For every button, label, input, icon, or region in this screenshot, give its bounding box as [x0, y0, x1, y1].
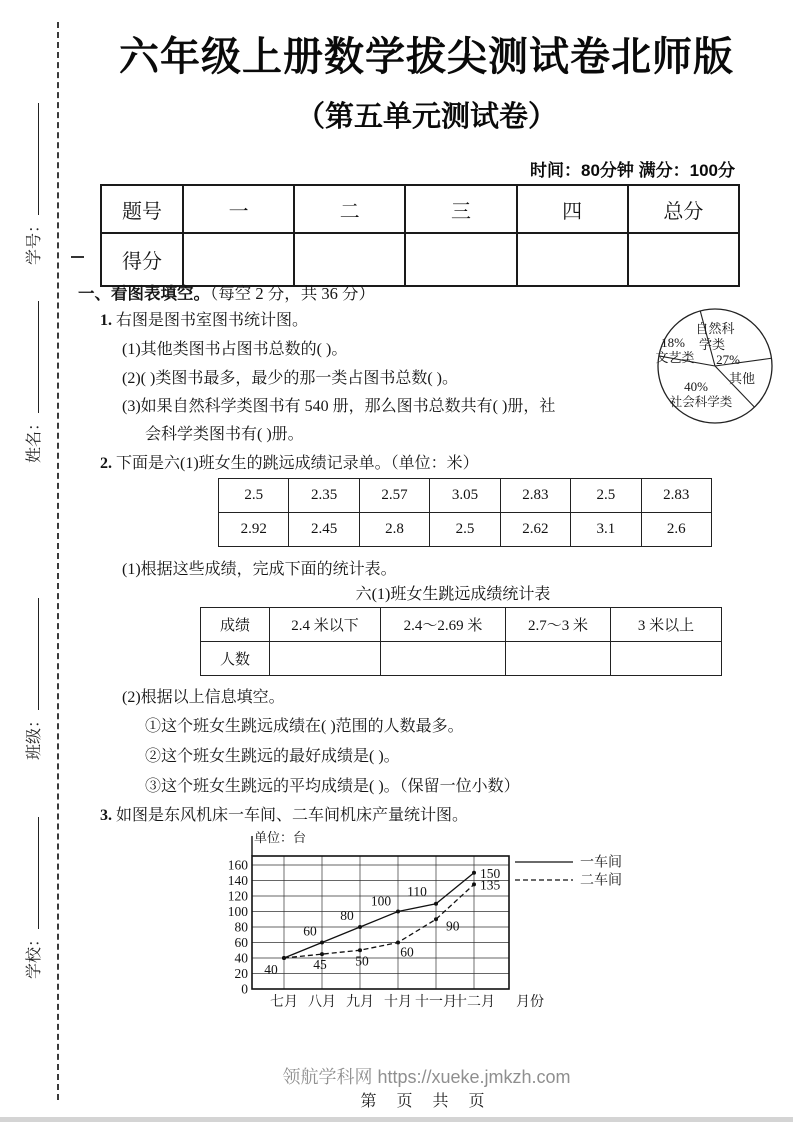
svg-text:40: 40: [264, 962, 278, 977]
svg-text:135: 135: [480, 877, 501, 893]
blank-stats-cell: [270, 642, 381, 676]
pie-label-social-science: 社会科学类: [669, 395, 733, 409]
svg-text:八月: 八月: [308, 995, 336, 1010]
question-1-stem: [100, 307, 308, 330]
record-cell: 2.45: [289, 513, 359, 547]
svg-text:60: 60: [400, 944, 414, 960]
school-label: 学校：: [26, 930, 43, 979]
paper-title: 六年级上册数学拔尖测试卷北师版: [119, 35, 734, 79]
stats-header-cell: 成绩: [201, 608, 270, 642]
svg-text:20: 20: [234, 966, 248, 981]
class-blank-line: [23, 598, 39, 710]
svg-text:120: 120: [228, 888, 248, 904]
svg-text:160: 160: [228, 857, 248, 873]
svg-text:二车间: 二车间: [580, 873, 622, 889]
q1-item-1: (1)其他类图书占图书总数的( )。: [122, 341, 348, 358]
name-label: 姓名：: [26, 414, 43, 463]
pie-label-other: 其他: [728, 371, 756, 386]
score-col-1: 一: [183, 185, 294, 233]
pie-label-literature: 文艺类: [655, 350, 695, 365]
workshop-output-line-chart: [228, 826, 652, 1026]
record-cell: 2.5: [571, 479, 641, 513]
svg-text:60: 60: [234, 935, 248, 950]
svg-text:一车间: 一车间: [580, 855, 622, 871]
svg-text:月份: 月份: [516, 995, 544, 1010]
score-row-label: 得分: [101, 233, 183, 286]
svg-text:100: 100: [228, 904, 248, 919]
blank-score-cell: [628, 233, 739, 286]
pie-label-natural-science-pct: 27%: [716, 352, 740, 367]
margin-field-name: [21, 273, 45, 463]
margin-field-class: [21, 560, 45, 760]
svg-text:90: 90: [446, 918, 460, 934]
library-pie-chart: [640, 297, 790, 437]
score-table-score-row: [101, 233, 739, 286]
svg-text:80: 80: [234, 919, 248, 935]
stats-header-cell: 3 米以上: [611, 608, 722, 642]
student-id-label: 学号：: [26, 216, 43, 265]
record-cell: 3.05: [430, 479, 500, 513]
stats-header-cell: 2.7～3 米: [506, 608, 611, 642]
q1-item-2: (2)( )类图书最多，最少的那一类占图书总数( )。: [122, 370, 458, 387]
q2-fill-item-3: ③这个班女生跳远的平均成绩是( )。（保留一位小数）: [145, 778, 520, 795]
svg-text:140: 140: [228, 873, 248, 888]
svg-text:0: 0: [241, 981, 248, 997]
jump-records-table: [218, 478, 712, 547]
record-row-1: [219, 479, 712, 513]
blank-stats-cell: [381, 642, 506, 676]
page-bottom-edge: [0, 1117, 793, 1122]
question-2-number: 2.: [100, 455, 112, 472]
svg-text:40: 40: [234, 950, 248, 966]
question-2-stem: [100, 450, 479, 473]
stats-header-cell: 2.4～2.69 米: [381, 608, 506, 642]
student-id-blank-line: [23, 103, 39, 215]
stats-row-label: 人数: [201, 642, 270, 676]
svg-text:单位：台: 单位：台: [254, 830, 307, 845]
svg-text:九月: 九月: [346, 995, 374, 1010]
svg-text:100: 100: [370, 893, 392, 909]
fold-mark: [71, 256, 84, 258]
watermark-site-link: 领航学科网 https://xueke.jmkzh.com: [282, 1067, 571, 1087]
score-table: [100, 184, 740, 287]
q2-sub-1: (1)根据这些成绩，完成下面的统计表。: [122, 561, 397, 578]
svg-text:150: 150: [480, 865, 501, 881]
stats-count-row: [201, 642, 722, 676]
margin-field-student-id: [21, 75, 45, 265]
svg-text:45: 45: [313, 957, 327, 973]
record-cell: 2.6: [641, 513, 711, 547]
pie-label-natural-science-1: 自然科: [695, 321, 735, 336]
pie-label-literature-pct: 18%: [661, 335, 685, 350]
svg-text:50: 50: [355, 953, 369, 969]
q1-item-3-cont: 会科学类图书有( )册。: [145, 426, 304, 443]
school-blank-line: [23, 817, 39, 929]
section-one-heading: [78, 280, 375, 304]
section-one-title: 一、看图表填空。: [78, 284, 210, 303]
svg-text:十一月: 十一月: [415, 995, 457, 1010]
svg-text:十二月: 十二月: [453, 995, 495, 1010]
question-3-number: 3.: [100, 807, 112, 824]
svg-text:十月: 十月: [384, 995, 412, 1010]
jump-stats-table: [200, 607, 722, 676]
stats-header-cell: 2.4 米以下: [270, 608, 381, 642]
record-cell: 2.8: [359, 513, 429, 547]
q2-fill-item-1: ①这个班女生跳远成绩在( )范围的人数最多。: [145, 718, 464, 735]
score-col-4: 四: [517, 185, 628, 233]
record-row-2: [219, 513, 712, 547]
q1-item-3: (3)如果自然科学类图书有 540 册，那么图书总数共有( )册，社: [122, 398, 556, 415]
margin-field-school: [21, 789, 45, 979]
stats-table-title: 六(1)班女生跳远成绩统计表: [355, 586, 551, 603]
blank-score-cell: [517, 233, 628, 286]
question-1-number: 1.: [100, 312, 112, 329]
svg-text:60: 60: [303, 923, 317, 939]
time-score-meta: 时间：80分钟 满分：100分: [530, 161, 735, 180]
record-cell: 2.57: [359, 479, 429, 513]
section-one-note: （每空 2 分，共 36 分）: [210, 284, 375, 303]
score-table-corner: 题号: [101, 185, 183, 233]
score-col-2: 二: [294, 185, 405, 233]
blank-score-cell: [183, 233, 294, 286]
record-cell: 2.5: [430, 513, 500, 547]
q2-fill-item-2: ②这个班女生跳远的最好成绩是( )。: [145, 748, 400, 765]
record-cell: 3.1: [571, 513, 641, 547]
svg-text:80: 80: [340, 908, 354, 923]
svg-text:七月: 七月: [270, 995, 298, 1010]
record-cell: 2.62: [500, 513, 570, 547]
question-3-stem: [100, 802, 468, 825]
question-2-text: 下面是六(1)班女生的跳远成绩记录单。（单位：米）: [116, 455, 479, 472]
question-3-text: 如图是东风机床一车间、二车间机床产量统计图。: [116, 807, 469, 824]
name-blank-line: [23, 301, 39, 413]
score-col-total: 总分: [628, 185, 739, 233]
score-col-3: 三: [405, 185, 516, 233]
blank-stats-cell: [611, 642, 722, 676]
record-cell: 2.83: [500, 479, 570, 513]
blank-score-cell: [294, 233, 405, 286]
svg-text:110: 110: [407, 883, 427, 899]
binding-dashed-line: [57, 22, 59, 1100]
pie-label-natural-science-2: 学类: [698, 337, 726, 352]
blank-score-cell: [405, 233, 516, 286]
class-label: 班级：: [26, 711, 43, 760]
record-cell: 2.35: [289, 479, 359, 513]
record-cell: 2.92: [219, 513, 289, 547]
pie-label-social-science-pct: 40%: [684, 379, 708, 394]
blank-stats-cell: [506, 642, 611, 676]
question-1-text: 右图是图书室图书统计图。: [116, 312, 309, 329]
paper-subtitle: （第五单元测试卷）: [295, 101, 557, 133]
stats-header-row: [201, 608, 722, 642]
score-table-header-row: [101, 185, 739, 233]
q2-sub-2: (2)根据以上信息填空。: [122, 689, 285, 706]
record-cell: 2.83: [641, 479, 711, 513]
record-cell: 2.5: [219, 479, 289, 513]
page-number-line: 第 页 共 页: [360, 1093, 493, 1110]
